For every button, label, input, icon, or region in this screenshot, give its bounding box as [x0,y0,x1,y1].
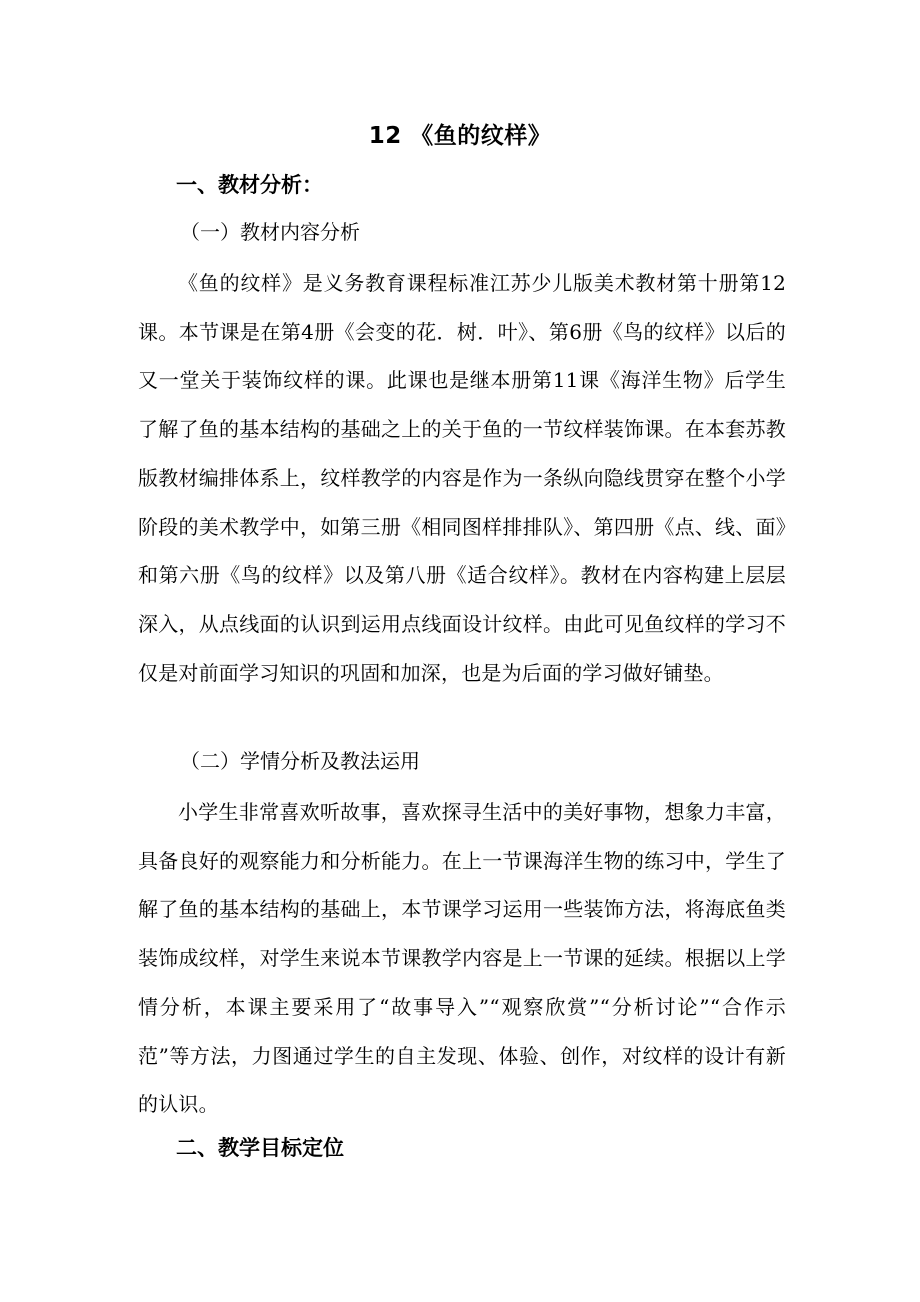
subsection-heading-student-analysis: （二）学情分析及教法运用 [180,749,420,773]
paragraph-student-analysis: 小学生非常喜欢听故事，喜欢探寻生活中的美好事物，想象力丰富，具备良好的观察能力和分析能力。在上一节课海洋生物的练习中，学生了解了鱼的基本结构的基础上，本节课学习运用一些装饰方法，将海底鱼类装饰成纹样，对学生来说本节课教学内容是上一节课的延续。根据以上学情分析，本课主要采用了“故事导入”“观察欣赏”“分析讨论”“合作示范”等方法，力图通过学生的自主发现、体验、创作，对纹样的设计有新的认识。 [138,800,786,1117]
document-title: 12 《鱼的纹样》 [368,123,552,149]
section-heading-teaching-goals: 二、教学目标定位 [176,1136,344,1160]
section-heading-textbook-analysis: 一、教材分析： [176,173,323,197]
subsection-heading-content-analysis: （一）教材内容分析 [180,220,360,244]
paragraph-content-analysis: 《鱼的纹样》是义务教育课程标准江苏少儿版美术教材第十册第12课。本节课是在第4册《会变的花．树．叶》、第6册《鸟的纹样》以后的又一堂关于装饰纹样的课。此课也是继本册第11课《海洋生物》后学生了解了鱼的基本结构的基础之上的关于鱼的一节纹样装饰课。在本套苏教版教材编排体系上，纹样教学的内容是作为一条纵向隐线贯穿在整个小学阶段的美术教学中，如第三册《相同图样排排队》、第四册《点、线、面》和第六册《鸟的纹样》以及第八册《适合纹样》。教材在内容构建上层层深入，从点线面的认识到运用点线面设计纹样。由此可见鱼纹样的学习不仅是对前面学习知识的巩固和加深，也是为后面的学习做好铺垫。 [138,271,786,685]
